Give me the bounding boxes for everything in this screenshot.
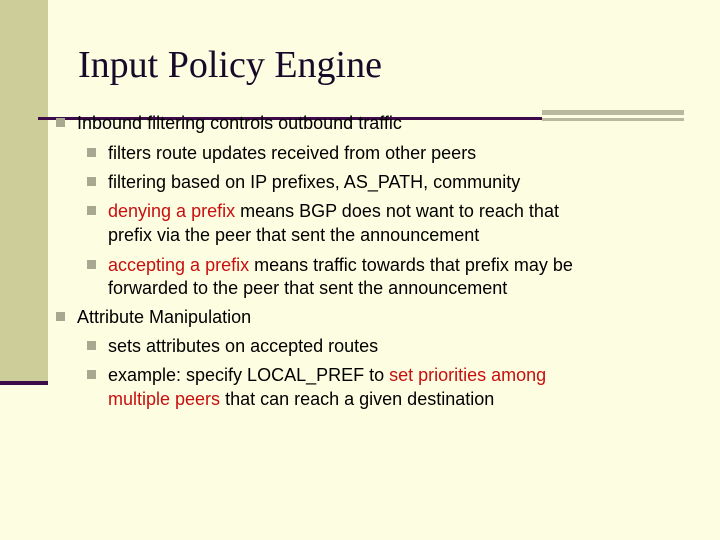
bullet-square-icon [87, 370, 96, 379]
slide-title: Input Policy Engine [78, 44, 382, 86]
sub-bullet-text: filtering based on IP prefixes, AS_PATH, community [108, 172, 521, 192]
bullet-square-icon [87, 341, 96, 350]
bullet-text-line: means traffic towards that prefix may be [249, 255, 573, 275]
bullet-text-line: example: specify LOCAL_PREF to [108, 365, 390, 385]
bullet-text: Attribute Manipulation [77, 307, 252, 327]
sub-bullet-text: filters route updates received from other peers [108, 143, 477, 163]
highlight-text: accepting a prefix [108, 255, 250, 275]
bullet-square-icon [87, 148, 96, 157]
sub-bullet-text [108, 199, 559, 223]
bullet-text-line: means BGP does not want to reach that [235, 201, 559, 221]
bullet-square-icon [56, 312, 65, 321]
sub-bullet-continuation [108, 387, 494, 411]
sub-bullet-text [108, 363, 546, 387]
bullet-square-icon [87, 177, 96, 186]
sub-bullet-text [108, 253, 573, 277]
bullet-square-icon [56, 118, 65, 127]
sub-bullet-continuation: prefix via the peer that sent the announcement [108, 225, 480, 245]
bullet-text: Inbound filtering controls outbound traffic [77, 113, 402, 133]
bullet-text-line: that can reach a given destination [220, 389, 495, 409]
highlight-text: denying a prefix [108, 201, 236, 221]
highlight-text: multiple peers [108, 389, 221, 409]
sub-bullet-continuation: forwarded to the peer that sent the announcement [108, 278, 508, 298]
sub-bullet-text: sets attributes on accepted routes [108, 336, 379, 356]
bullet-square-icon [87, 206, 96, 215]
highlight-text: set priorities among [389, 365, 547, 385]
bullet-square-icon [87, 260, 96, 269]
